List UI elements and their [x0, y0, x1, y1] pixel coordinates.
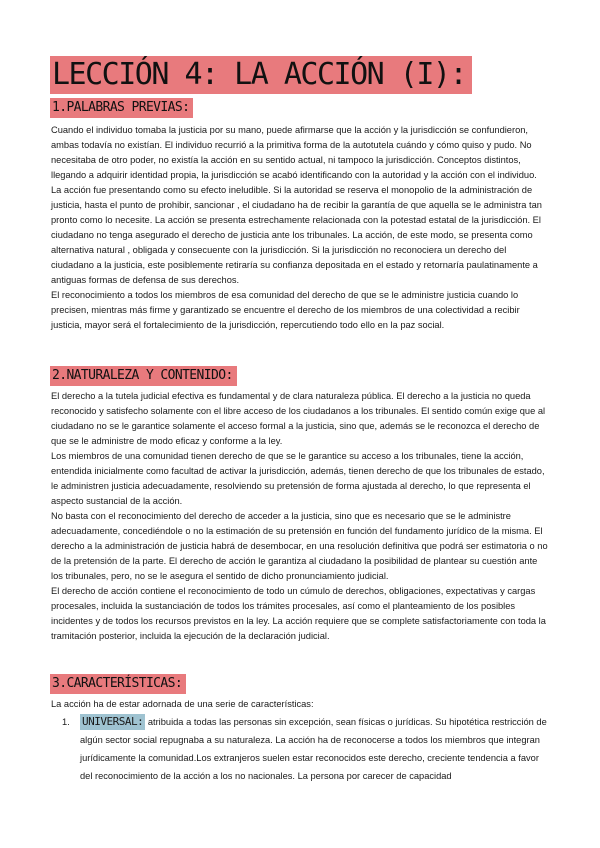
list-item-number: 1. — [62, 717, 70, 727]
section-body-palabras-previas — [51, 123, 548, 333]
paragraph: El reconocimiento a todos los miembros de esa comunidad del derecho de que se le administre justicia cuando lo precisen, mientras más firme y garantizado se encuentre el derecho de los miembros de una colectividad a recibir justicia, mayor será el fortalecimiento de la jurisdicción, repercutiendo todo ello en la paz social. — [51, 290, 520, 330]
list-item-term: UNIVERSAL: — [82, 715, 144, 728]
paragraph: El derecho de acción contiene el reconocimiento de todo un cúmulo de derechos, obligaciones, expectativas y cargas procesales, incluida la sustanciación de todos los trámites procesales, así como el planteamiento de los posibles incidentes y de todos los recursos previstos en la ley. La acción requiere que se complete satisfactoriamente con toda la tramitación posterior, incluida la ejecución de la declaración judicial. — [51, 586, 546, 641]
list-item-text — [80, 713, 548, 785]
section-heading-naturaleza: 2.NATURALEZA Y CONTENIDO: — [50, 366, 237, 386]
paragraph: Los miembros de una comunidad tienen derecho de que se le garantice su acceso a los tribunales, tiene la acción, entendida inicialmente como facultad de activar la jurisdicción, además, tienen derecho de que los tribunales de estado, le administren justicia adecuadamente, resolviendo su pretensión de forma ajustada al derecho, lo que representa el aspecto sustancial de la acción. — [51, 451, 545, 506]
section-heading-palabras-previas: 1.PALABRAS PREVIAS: — [50, 98, 193, 118]
paragraph: El derecho a la tutela judicial efectiva es fundamental y de clara naturaleza pública. El derecho a la justicia no queda reconocido y satisfecho solamente con el libre acceso de los ciudadanos a los tribunales. El sentido común exige que al ciudadano no se le garantice solamente el acceso formal a la justicia, sino que, además se le reconozca el derecho de que se le administre de modo eficaz y conforme a la ley. — [51, 391, 546, 446]
section-body-naturaleza — [51, 389, 548, 644]
lesson-title: LECCIÓN 4: LA ACCIÓN (I): — [50, 56, 472, 94]
paragraph: No basta con el reconocimiento del derecho de acceder a la justicia, sino que es necesario que se le administre adecuadamente, concediéndole o no la estimación de su pretensión en función del fundamento jurídico de la misma. El derecho a la administración de justicia habrá de desembocar, en una resolución definitiva que podrá ser estimatoria o no de la pretensión de la parte. El derecho de acción le garantiza al ciudadano la posibilidad de plantear su cuestión ante los tribunales, pero, no se le asegura el sentido de dicho pronunciamiento judicial. — [51, 511, 548, 581]
paragraph: Cuando el individuo tomaba la justicia por su mano, puede afirmarse que la acción y la jurisdicción se confundieron, ambas todavía no existían. El individuo recurrió a la primitiva forma de la autotutela cuándo y cómo quiso y pudo. No necesitaba de otro poder, no existía la acción en su sentido actual, ni tampoco la jurisdicción. Conceptos distintos, llegando a adquirir identidad propia, la jurisdicción se acabó identificando con la autoridad y la acción con el individuo. La acción fue presentando como su efecto ineludible. Si la autoridad se reserva el monopolio de la administración de justicia, hasta el punto de prohibir, sancionar , el ciudadano ha de recibir la garantía de que aquella se le administra tan pronto como lo necesite. La acción se presenta estrechamente relacionada con la potestad estatal de la jurisdicción. El ciudadano no tenga asegurado el derecho de justicia ante los tribunales. La acción, de este modo, se presenta como alternativa natural , obligada y consecuente con la jurisdicción. Si la jurisdicción no reconociera un derecho del ciudadano a la justicia, este posiblemente retiraría su confianza depositada en el estado y retornaría paulatinamente a antiguas formas de defensa de sus derechos. — [51, 125, 542, 285]
list-item-description: atribuida a todas las personas sin excepción, sean físicas o jurídicas. Su hipotética restricción de algún sector social repugnaba a su naturaleza. La acción ha de reconocerse a todos los miembros que integran jurídicamente la comunidad.Los extranjeros suelen estar reconocidos este derecho, creciente tendencia a favor del reconocimiento de la acción a los no nacionales. La persona por carecer de capacidad — [80, 717, 547, 781]
section-intro-caracteristicas: La acción ha de estar adornada de una serie de características: — [51, 699, 314, 709]
list-item — [62, 713, 548, 785]
section-heading-caracteristicas: 3.CARACTERÍSTICAS: — [50, 674, 186, 694]
